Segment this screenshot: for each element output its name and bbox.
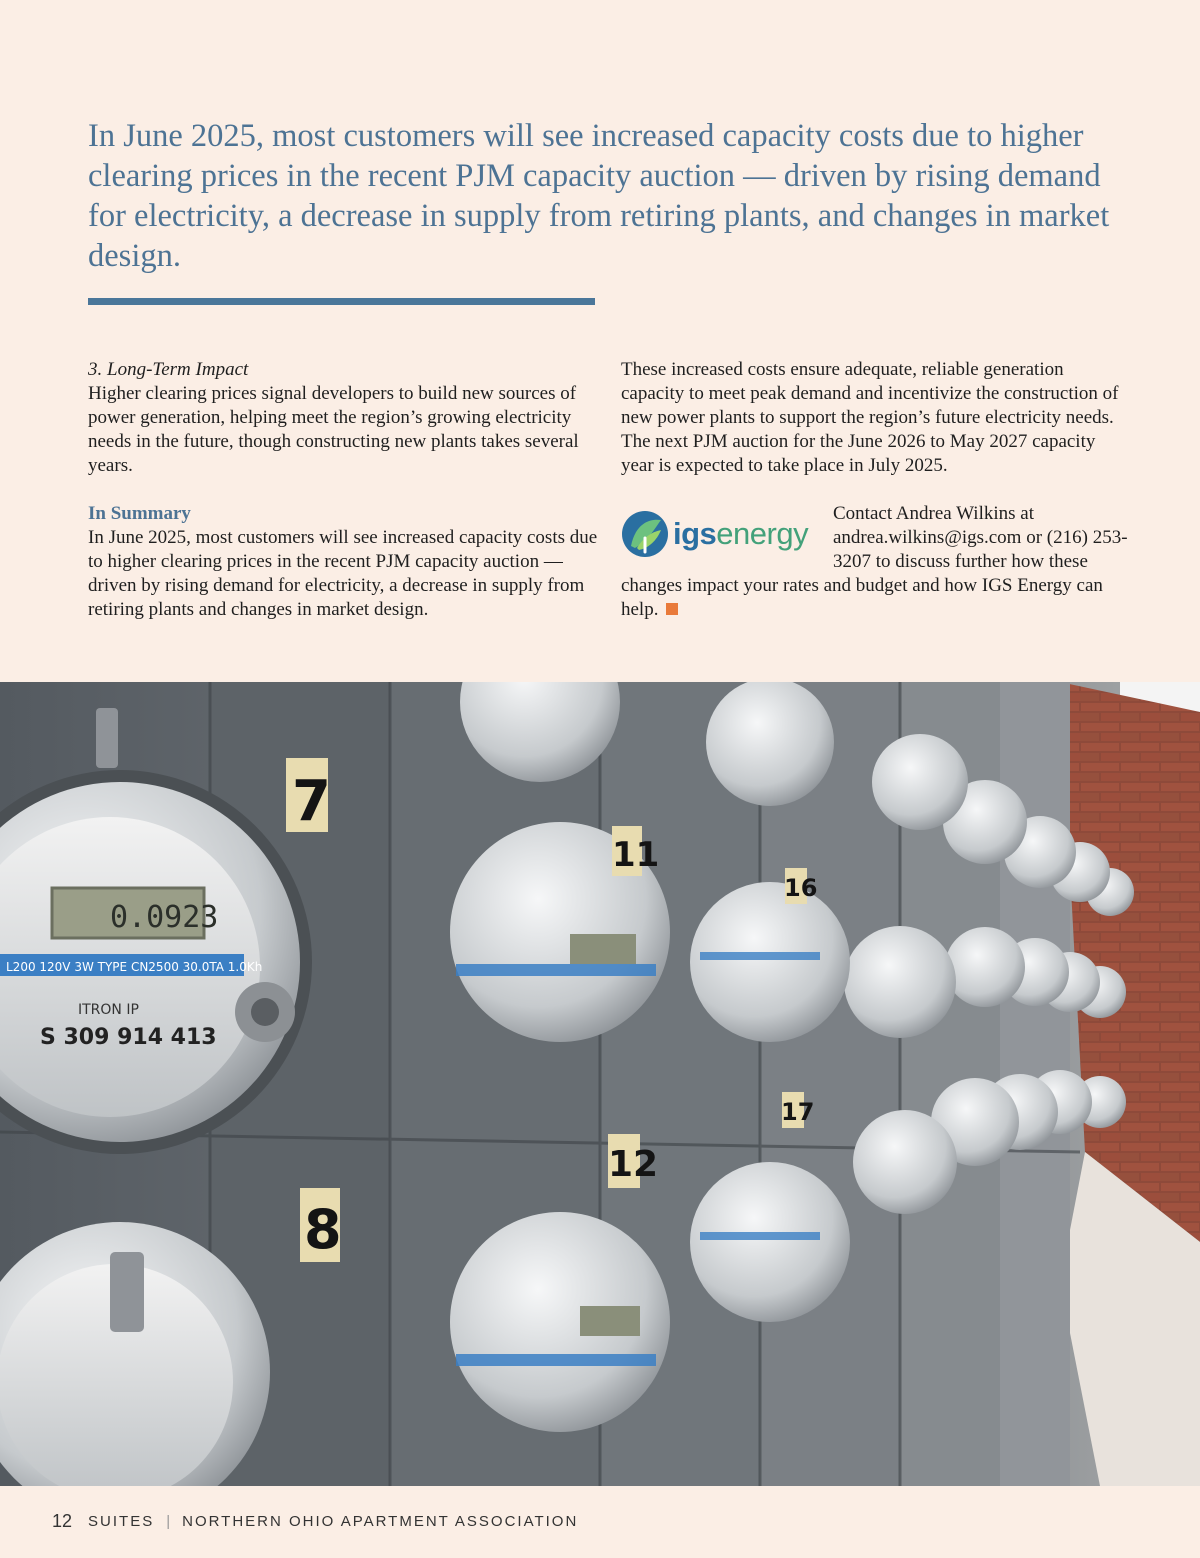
svg-text:8: 8: [304, 1198, 342, 1261]
svg-text:12: 12: [608, 1144, 659, 1185]
igs-energy-logo: [621, 504, 817, 564]
contact-block: [621, 502, 1131, 622]
end-mark-icon: [666, 603, 678, 615]
contact-paragraph: Contact Andrea Wilkins at andrea.wilkins@igs.com or (216) 253-3207 to discuss further how these changes impact your rates and budget and how IGS Energy can help.: [621, 503, 1128, 620]
page-number: 12: [52, 1511, 73, 1531]
impact-paragraph: Higher clearing prices signal developers to build new sources of power generation, helping meet the region’s growing electricity needs in the future, though constructing new plants takes several years.: [88, 383, 579, 476]
pull-quote-rule: [88, 298, 595, 305]
svg-text:11: 11: [612, 835, 660, 875]
svg-text:7: 7: [292, 769, 331, 834]
svg-text:17: 17: [781, 1098, 815, 1126]
summary-paragraph: In June 2025, most customers will see increased capacity costs due to higher clearing prices in the recent PJM capacity auction — driven by rising demand for electricity, a decrease in supply from retiring plants and changes in market design.: [88, 527, 598, 620]
footer-separator: |: [166, 1513, 171, 1530]
summary-heading: In Summary: [88, 503, 191, 524]
page-footer: [52, 1511, 578, 1532]
subhead-long-term-impact: 3. Long-Term Impact: [88, 359, 249, 380]
right-column: [621, 358, 1131, 622]
svg-text:L200 120V 3W TYPE CN2500 30.0T: L200 120V 3W TYPE CN2500 30.0TA 1.0Kh: [6, 960, 263, 974]
svg-text:S 309 914 413: S 309 914 413: [40, 1025, 217, 1050]
svg-text:ITRON IP: ITRON IP: [78, 1002, 139, 1018]
pull-quote: In June 2025, most customers will see increased capacity costs due to higher clearing prices in the recent PJM capacity auction — driven by rising demand for electricity, a decrease in supply from retiring plants, and changes in market design.: [88, 118, 1110, 274]
organization-name: NORTHERN OHIO APARTMENT ASSOCIATION: [182, 1513, 579, 1530]
logo-light: energy: [716, 516, 809, 551]
svg-text:0.0923: 0.0923: [110, 900, 219, 935]
igs-leaf-icon: [621, 508, 669, 560]
electric-meters-photo: [0, 682, 1200, 1486]
svg-text:16: 16: [784, 874, 818, 902]
logo-bold: igs: [673, 516, 717, 551]
publication-name: SUITES: [88, 1513, 155, 1530]
left-column: [88, 358, 598, 622]
costs-paragraph: These increased costs ensure adequate, reliable generation capacity to meet peak demand and incentivize the construction of new power plants to support the region’s future electricity needs. The next PJM auction for the June 2026 to May 2027 capacity year is expected to take place in July 2025.: [621, 359, 1119, 476]
logo-wordmark: [673, 516, 809, 551]
